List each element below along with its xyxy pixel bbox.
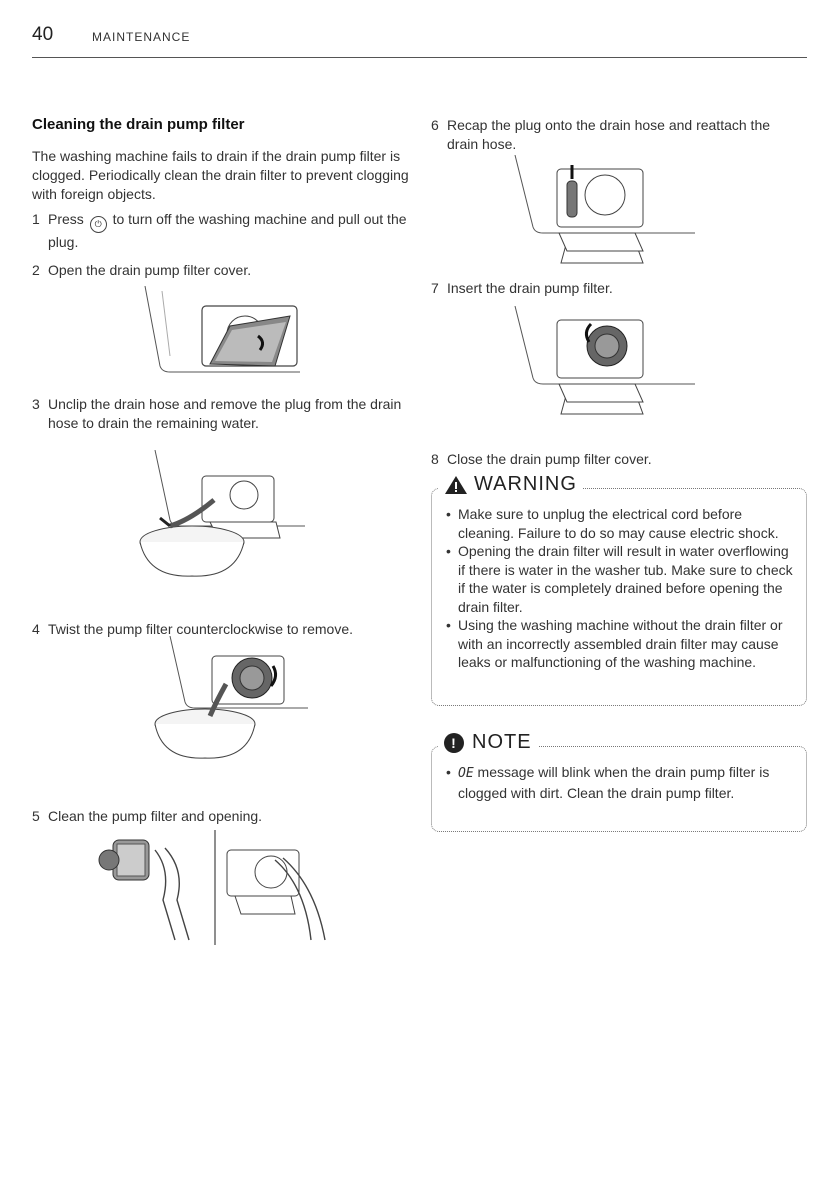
warning-title: WARNING	[474, 473, 577, 495]
section-label: MAINTENANCE	[92, 30, 191, 44]
illustration-insert-filter	[495, 306, 695, 416]
step-2: 2 Open the drain pump filter cover.	[32, 262, 252, 278]
step-3: 3 Unclip the drain hose and remove the plug from the drain hose to drain the remaining water.	[32, 396, 402, 431]
list-item: • Using the washing machine without the drain filter or with an incorrectly assembled drain filter may cause leaks or malfunctioning of the washing machine.	[446, 616, 796, 672]
illustration-clean-filter	[95, 830, 335, 945]
note-exclamation-icon: !	[444, 733, 464, 753]
list-item: • OE message will blink when the drain pump filter is clogged with dirt. Clean the drain pump filter.	[446, 763, 796, 802]
warning-box	[431, 473, 807, 706]
illustration-drain-water	[130, 450, 310, 580]
step-7: 7 Insert the drain pump filter.	[431, 280, 613, 296]
step-1: 1 Press ⏻ to turn off the washing machine and pull out the plug.	[32, 211, 407, 250]
left-column	[32, 116, 412, 280]
page-number: 40	[32, 24, 54, 45]
step-number: 2	[32, 262, 40, 278]
list-item: • Opening the drain filter will result in water overflowing if there is water in the washer tub. Make sure to check if the water is completely drained before opening the drain filter.	[446, 542, 796, 616]
step-4: 4 Twist the pump filter counterclockwise to remove.	[32, 621, 354, 637]
section-title: Cleaning the drain pump filter	[32, 116, 245, 133]
step-8: 8 Close the drain pump filter cover.	[431, 451, 652, 467]
step-number: 8	[431, 451, 439, 467]
step-number: 7	[431, 280, 439, 296]
power-button-icon: ⏻	[90, 216, 107, 233]
illustration-twist-filter	[130, 636, 310, 766]
section-intro: The washing machine fails to drain if the drain pump filter is clogged. Periodically clean the drain filter to prevent clogging with foreign objects.	[32, 148, 409, 202]
note-list	[432, 747, 806, 808]
note-box	[431, 731, 807, 832]
step-number: 3	[32, 396, 40, 412]
illustration-recap-plug	[495, 155, 695, 265]
step-number: 4	[32, 621, 40, 637]
list-item: • Make sure to unplug the electrical cord before cleaning. Failure to do so may cause electric shock.	[446, 505, 796, 542]
step-number: 1	[32, 211, 40, 227]
page-header	[32, 18, 807, 58]
warning-triangle-icon	[444, 475, 468, 495]
step-6: 6 Recap the plug onto the drain hose and reattach the drain hose.	[431, 117, 771, 152]
step-5: 5 Clean the pump filter and opening.	[32, 808, 263, 824]
step-number: 6	[431, 117, 439, 133]
error-code: OE	[458, 766, 474, 781]
step-number: 5	[32, 808, 40, 824]
note-title: NOTE	[472, 731, 532, 753]
warning-list	[432, 489, 806, 678]
illustration-open-filter-cover	[140, 286, 300, 376]
